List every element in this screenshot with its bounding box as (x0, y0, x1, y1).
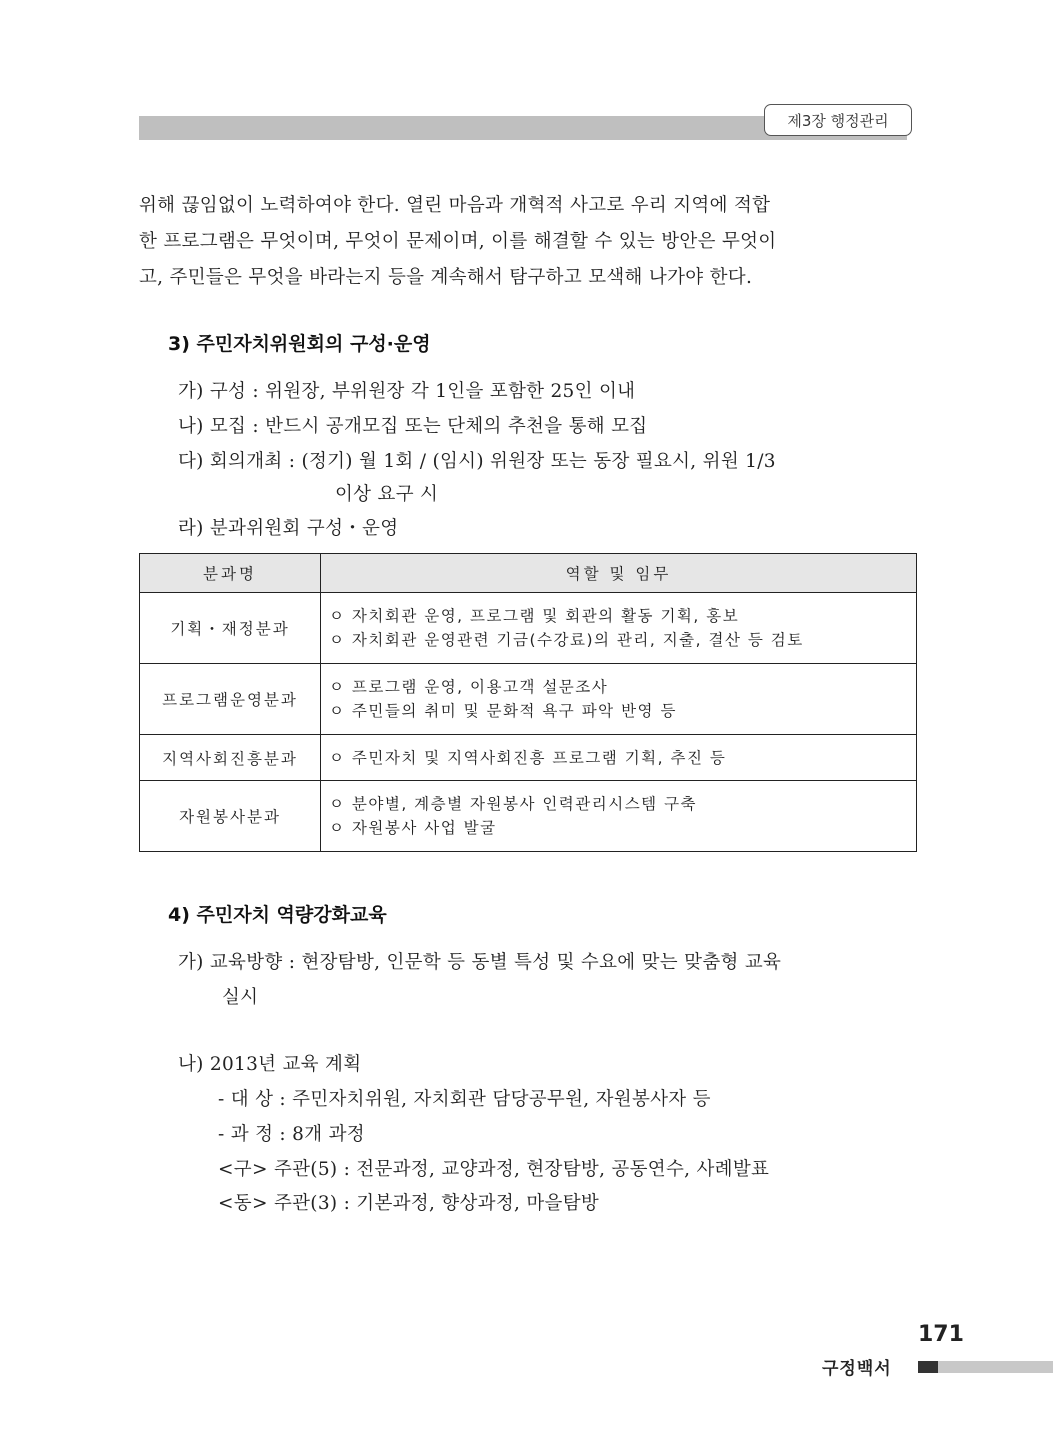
table-header-name: 분과명 (140, 554, 321, 593)
table-row (140, 781, 917, 852)
section-3-item-c-continued: 이상 요구 시 (335, 484, 439, 505)
chapter-label: 제3장 행정관리 (764, 104, 912, 136)
section-4-item-a-continued: 실시 (222, 987, 259, 1008)
table-row (140, 664, 917, 735)
committee-roles (321, 593, 917, 664)
committee-name: 프로그램운영분과 (140, 664, 321, 735)
section-3-item-b: 나) 모집 : 반드시 공개모집 또는 단체의 추천을 통해 모집 (178, 416, 648, 437)
committee-roles (321, 664, 917, 735)
table-row (140, 593, 917, 664)
role-line: ㅇ 프로그램 운영, 이용고객 설문조사 (329, 678, 609, 696)
committee-name: 자원봉사분과 (140, 781, 321, 852)
role-line: ㅇ 자치회관 운영, 프로그램 및 회관의 활동 기획, 홍보 (329, 607, 740, 625)
table-header-row (140, 554, 917, 593)
plan-target: - 대 상 : 주민자치위원, 자치회관 담당공무원, 자원봉사자 등 (218, 1089, 711, 1110)
section-4-item-a: 가) 교육방향 : 현장탐방, 인문학 등 동별 특성 및 수요에 맞는 맞춤형 교육 (178, 952, 782, 973)
section-3-item-a: 가) 구성 : 위원장, 부위원장 각 1인을 포함한 25인 이내 (178, 381, 636, 402)
intro-paragraph (139, 188, 914, 296)
section-3-heading: 3) 주민자치위원회의 구성·운영 (168, 333, 431, 355)
committee-name: 지역사회진흥분과 (140, 735, 321, 781)
intro-line: 위해 끊임없이 노력하여야 한다. 열린 마음과 개혁적 사고로 우리 지역에 적합 (139, 195, 771, 216)
page-number: 171 (918, 1322, 964, 1347)
footer-bar-light (938, 1361, 1053, 1373)
plan-courses: - 과 정 : 8개 과정 (218, 1124, 365, 1145)
role-line: ㅇ 주민들의 취미 및 문화적 욕구 파악 반영 등 (329, 702, 677, 720)
intro-line: 한 프로그램은 무엇이며, 무엇이 문제이며, 이를 해결할 수 있는 방안은 무엇이 (139, 231, 777, 252)
book-title: 구정백서 (822, 1359, 892, 1379)
role-line: ㅇ 분야별, 계층별 자원봉사 인력관리시스템 구축 (329, 795, 698, 813)
role-line: ㅇ 자치회관 운영관련 기금(수강료)의 관리, 지출, 결산 등 검토 (329, 631, 804, 649)
committee-roles (321, 781, 917, 852)
role-line: ㅇ 주민자치 및 지역사회진흥 프로그램 기획, 추진 등 (329, 748, 727, 767)
section-4-item-b: 나) 2013년 교육 계획 (178, 1054, 362, 1075)
role-line: ㅇ 자원봉사 사업 발굴 (329, 819, 497, 837)
committee-roles (321, 735, 917, 781)
plan-district-courses: <구> 주관(5) : 전문과정, 교양과정, 현장탐방, 공동연수, 사례발표 (218, 1159, 770, 1180)
section-4-heading: 4) 주민자치 역량강화교육 (168, 904, 387, 926)
committee-table (139, 553, 917, 852)
plan-dong-courses: <동> 주관(3) : 기본과정, 향상과정, 마을탐방 (218, 1193, 600, 1214)
section-3-item-d: 라) 분과위원회 구성・운영 (178, 518, 399, 539)
committee-name: 기획・재정분과 (140, 593, 321, 664)
intro-line: 고, 주민들은 무엇을 바라는지 등을 계속해서 탐구하고 모색해 나가야 한다. (139, 267, 753, 288)
table-header-roles: 역할 및 임무 (321, 554, 917, 593)
table-row (140, 735, 917, 781)
section-3-item-c: 다) 회의개최 : (정기) 월 1회 / (임시) 위원장 또는 동장 필요시, 위원 1/3 (178, 451, 776, 472)
footer-bar-dark (918, 1361, 938, 1373)
